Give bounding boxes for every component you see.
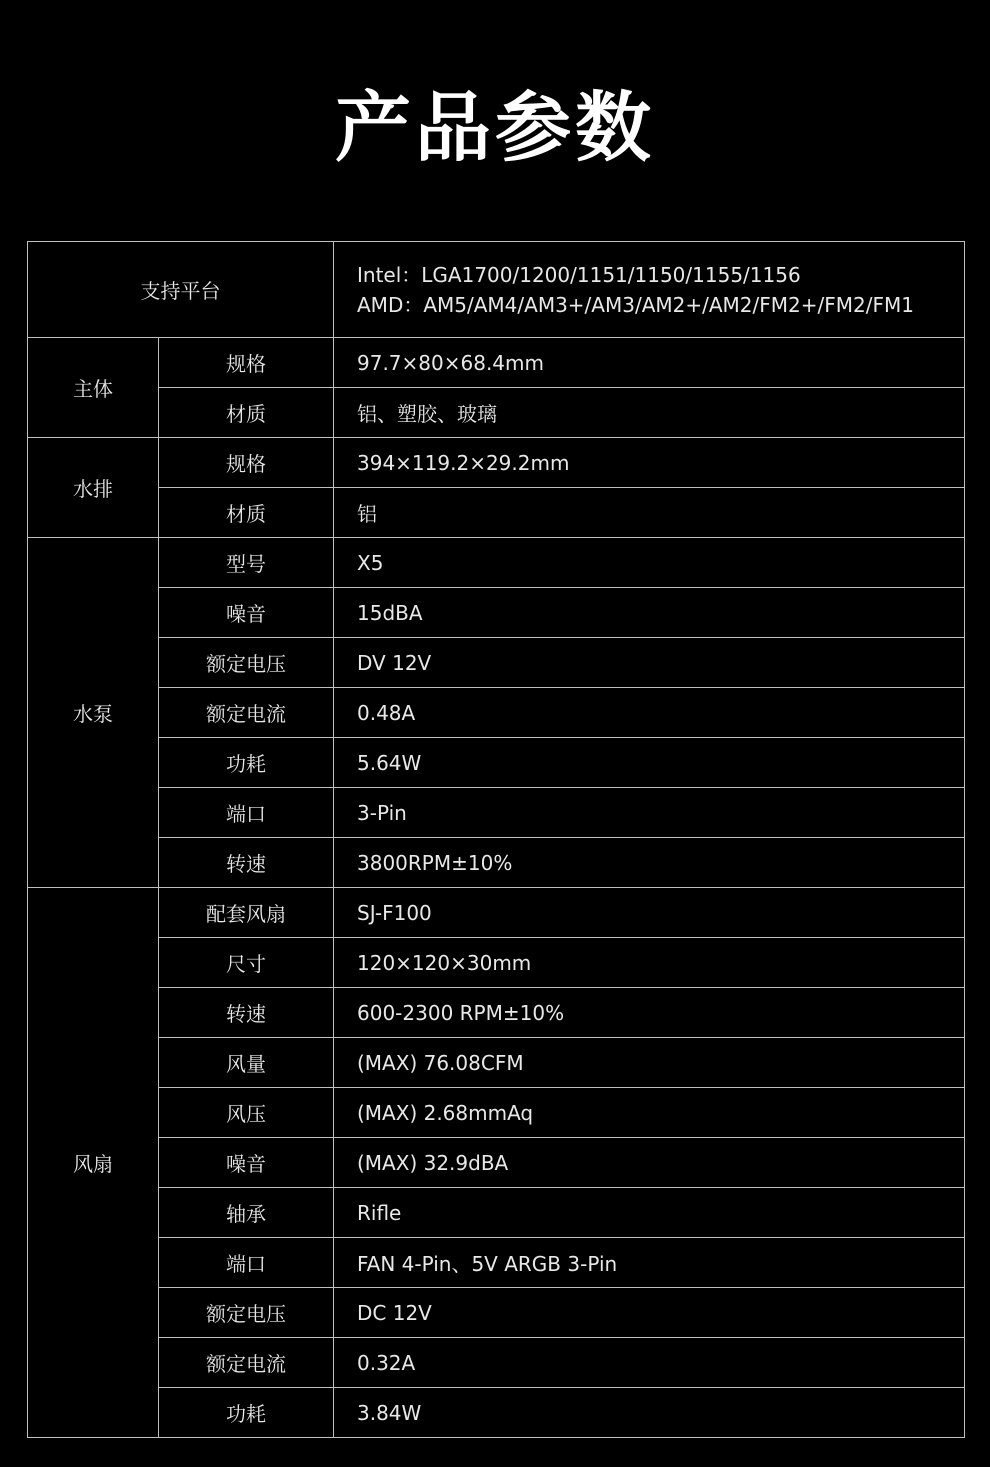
spec-value: SJ-F100 xyxy=(334,888,965,938)
spec-label: 规格 xyxy=(159,438,334,488)
spec-value: (MAX) 76.08CFM xyxy=(334,1038,965,1088)
table-row xyxy=(28,538,965,588)
spec-label: 端口 xyxy=(159,788,334,838)
spec-label: 额定电流 xyxy=(159,688,334,738)
table-row xyxy=(28,1138,965,1188)
spec-label: 材质 xyxy=(159,388,334,438)
table-row xyxy=(28,438,965,488)
spec-label: 轴承 xyxy=(159,1188,334,1238)
table-row xyxy=(28,1338,965,1388)
spec-value: DV 12V xyxy=(334,638,965,688)
page-title: 产品参数 xyxy=(335,83,655,172)
table-row xyxy=(28,688,965,738)
platform-label: 支持平台 xyxy=(28,242,334,338)
table-row xyxy=(28,338,965,388)
table-row xyxy=(28,838,965,888)
group-label: 风扇 xyxy=(28,888,159,1438)
table-row xyxy=(28,738,965,788)
table-row xyxy=(28,638,965,688)
spec-value: 97.7×80×68.4mm xyxy=(334,338,965,388)
spec-label: 额定电压 xyxy=(159,1288,334,1338)
platform-amd: AMD：AM5/AM4/AM3+/AM3/AM2+/AM2/FM2+/FM2/FM1 xyxy=(357,292,914,317)
spec-value: 0.48A xyxy=(334,688,965,738)
platform-value xyxy=(334,242,965,338)
group-label: 水排 xyxy=(28,438,159,538)
spec-label: 风量 xyxy=(159,1038,334,1088)
spec-label: 功耗 xyxy=(159,1388,334,1438)
spec-label: 配套风扇 xyxy=(159,888,334,938)
spec-value: 铝、塑胶、玻璃 xyxy=(334,388,965,438)
spec-value: Rifle xyxy=(334,1188,965,1238)
spec-label: 风压 xyxy=(159,1088,334,1138)
spec-value: X5 xyxy=(334,538,965,588)
spec-value: 5.64W xyxy=(334,738,965,788)
spec-value: 15dBA xyxy=(334,588,965,638)
spec-value: 120×120×30mm xyxy=(334,938,965,988)
table-row xyxy=(28,988,965,1038)
table-row xyxy=(28,888,965,938)
spec-label: 转速 xyxy=(159,988,334,1038)
table-row xyxy=(28,1388,965,1438)
table-row xyxy=(28,938,965,988)
spec-value: 3-Pin xyxy=(334,788,965,838)
group-label: 水泵 xyxy=(28,538,159,888)
table-row xyxy=(28,1038,965,1088)
spec-value: 394×119.2×29.2mm xyxy=(334,438,965,488)
spec-label: 规格 xyxy=(159,338,334,388)
group-label: 主体 xyxy=(28,338,159,438)
spec-label: 型号 xyxy=(159,538,334,588)
spec-table-body xyxy=(28,242,965,1438)
spec-value: 0.32A xyxy=(334,1338,965,1388)
table-row xyxy=(28,788,965,838)
spec-label: 额定电压 xyxy=(159,638,334,688)
table-row xyxy=(28,1238,965,1288)
spec-value: (MAX) 32.9dBA xyxy=(334,1138,965,1188)
table-row xyxy=(28,488,965,538)
spec-label: 功耗 xyxy=(159,738,334,788)
spec-value: 3800RPM±10% xyxy=(334,838,965,888)
spec-label: 材质 xyxy=(159,488,334,538)
spec-label: 额定电流 xyxy=(159,1338,334,1388)
spec-table xyxy=(27,241,965,1438)
spec-value: 600-2300 RPM±10% xyxy=(334,988,965,1038)
spec-label: 噪音 xyxy=(159,1138,334,1188)
spec-value: DC 12V xyxy=(334,1288,965,1338)
spec-value: (MAX) 2.68mmAq xyxy=(334,1088,965,1138)
spec-value: FAN 4-Pin、5V ARGB 3-Pin xyxy=(334,1238,965,1288)
spec-label: 尺寸 xyxy=(159,938,334,988)
spec-label: 噪音 xyxy=(159,588,334,638)
table-row xyxy=(28,1288,965,1338)
table-row xyxy=(28,388,965,438)
table-row xyxy=(28,1188,965,1238)
platform-intel: Intel：LGA1700/1200/1151/1150/1155/1156 xyxy=(357,262,801,287)
spec-label: 端口 xyxy=(159,1238,334,1288)
table-row xyxy=(28,588,965,638)
table-row-platform xyxy=(28,242,965,338)
table-row xyxy=(28,1088,965,1138)
spec-value: 3.84W xyxy=(334,1388,965,1438)
spec-label: 转速 xyxy=(159,838,334,888)
spec-value: 铝 xyxy=(334,488,965,538)
